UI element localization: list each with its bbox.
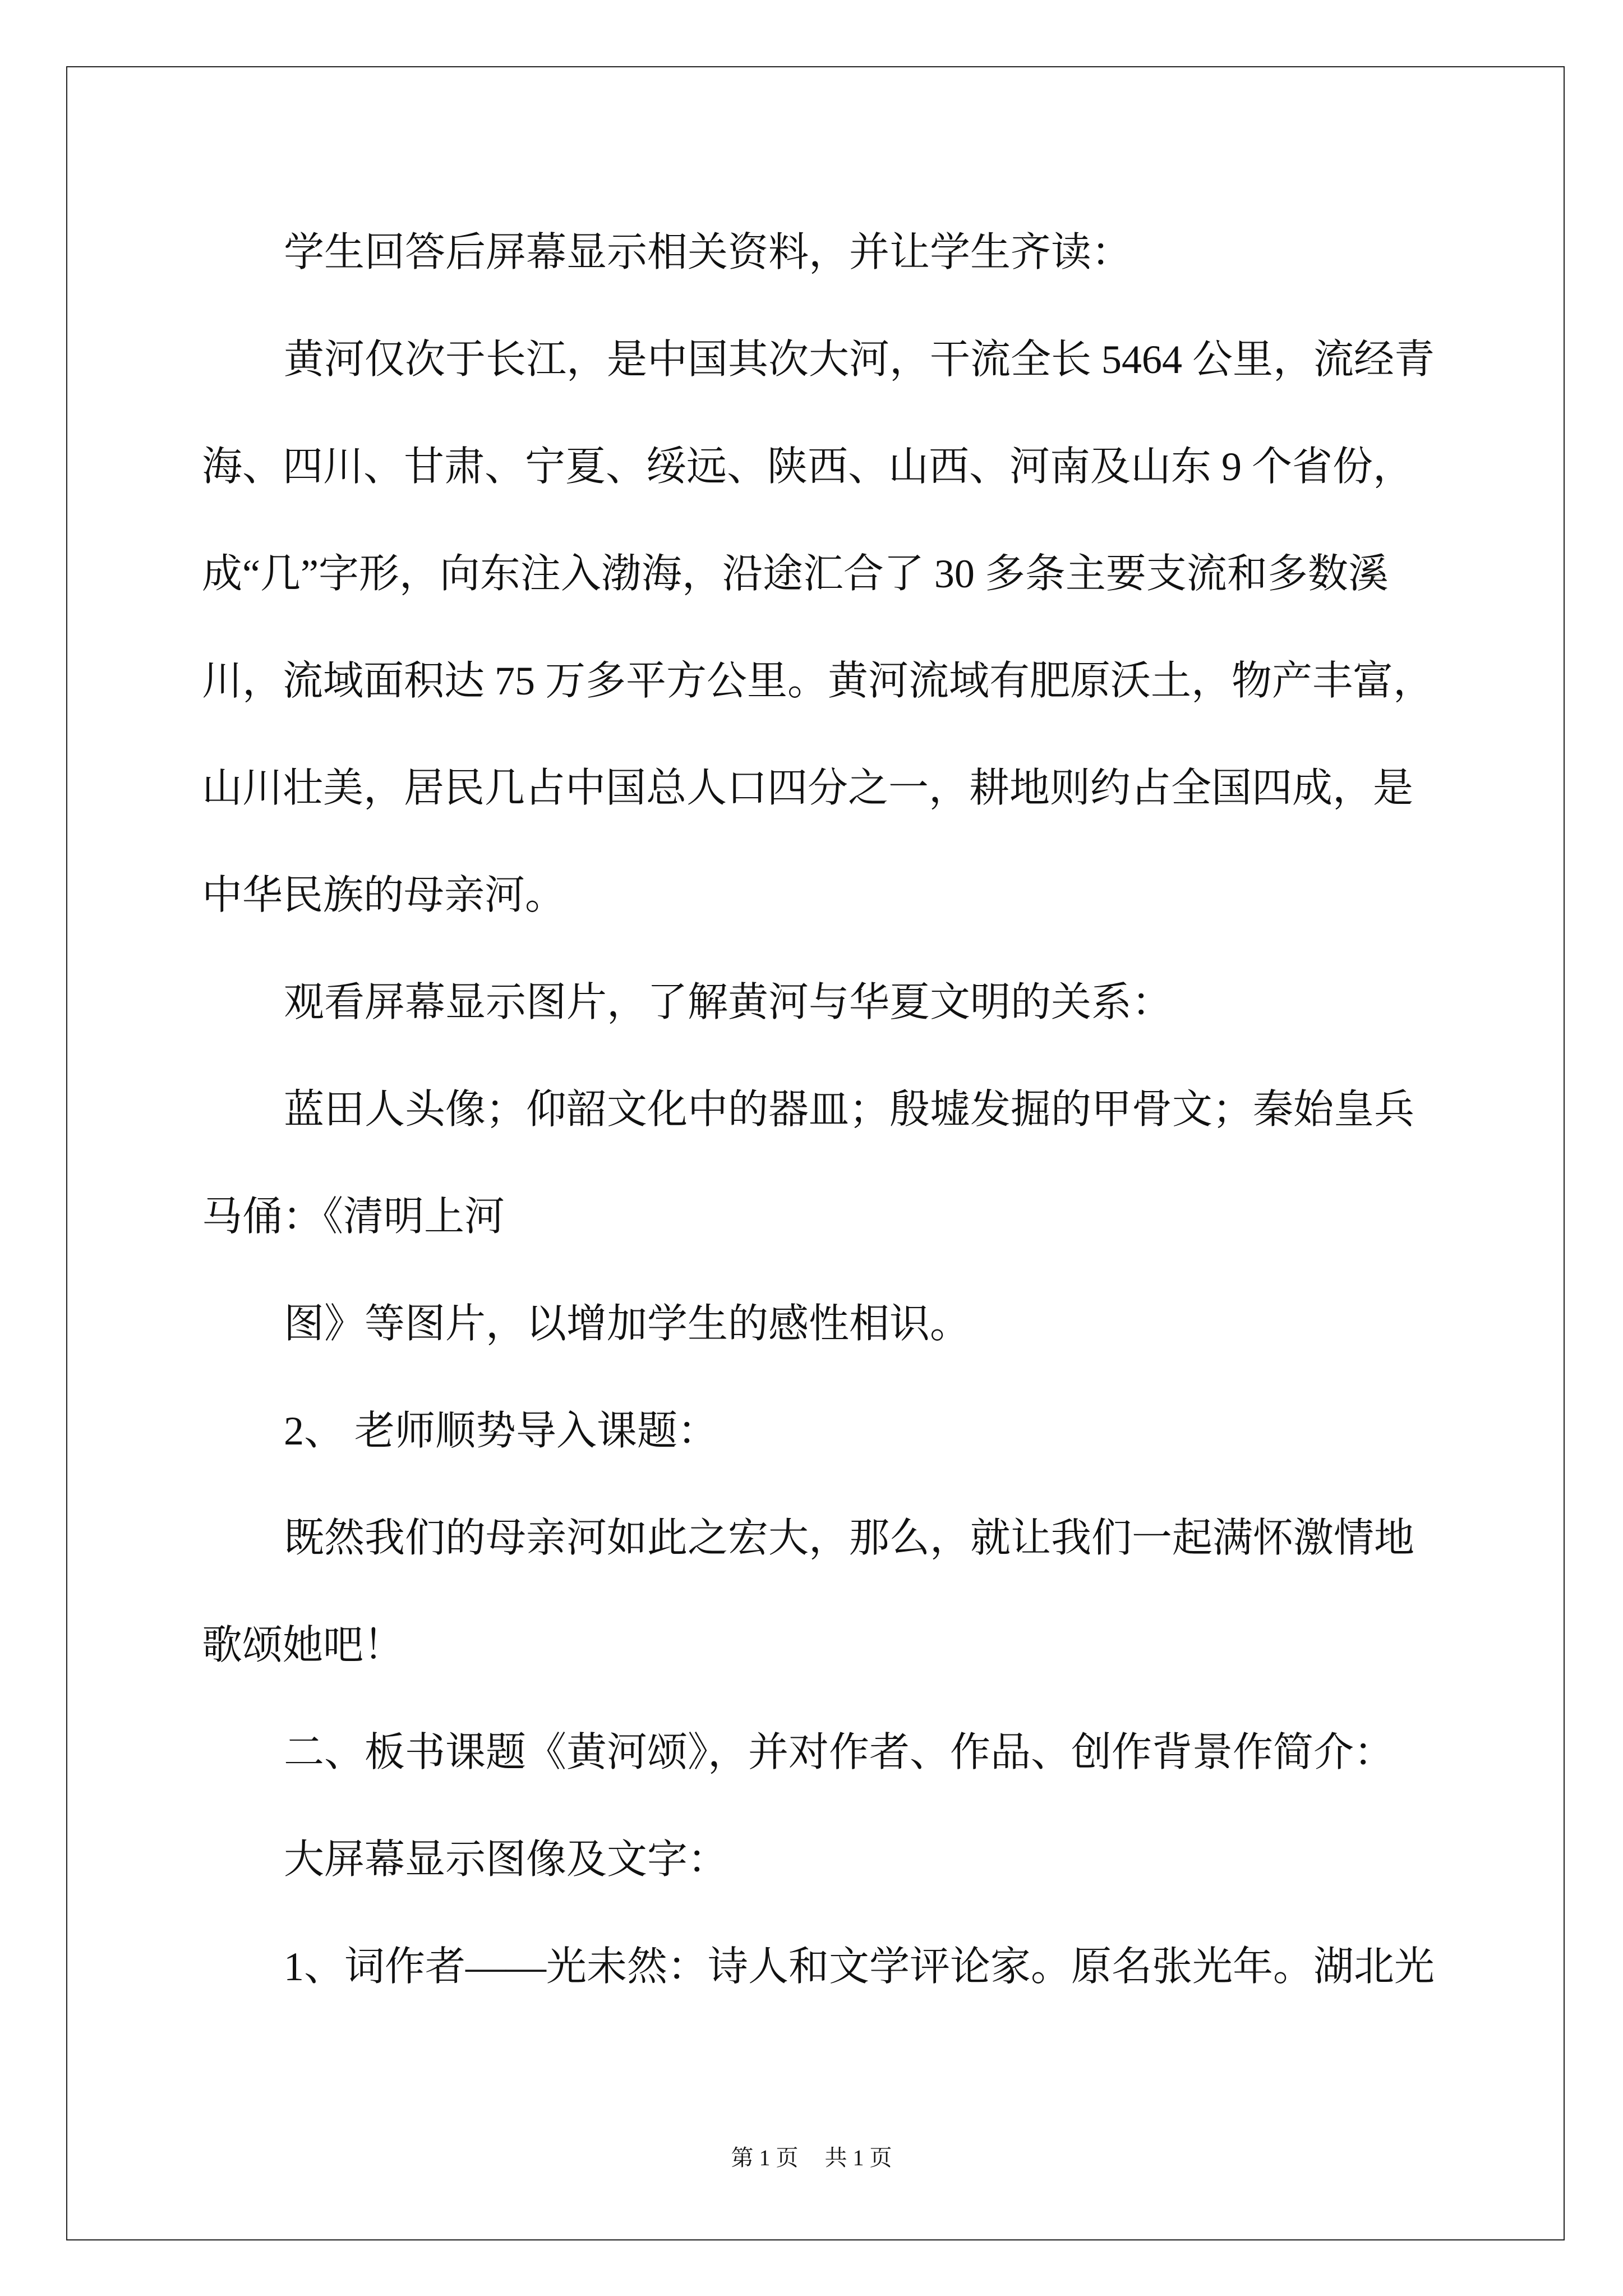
text-line: 海、四川、甘肃、宁夏、绥远、陕西、山西、河南及山东 9 个省份，	[202, 444, 1414, 489]
text-line: 观看屏幕显示图片，了解黄河与华夏文明的关系：	[284, 980, 1173, 1025]
text-line: 成“几”字形，向东注入渤海，沿途汇合了 30 多条主要支流和多数溪	[202, 551, 1389, 596]
paragraph	[202, 1056, 1431, 1271]
document-body	[202, 199, 1435, 2021]
text-line: 2、 老师顺势导入课题：	[284, 1409, 718, 1453]
page-total: 共 1 页	[824, 2145, 892, 2170]
paragraph	[202, 199, 1431, 306]
text-line: 歌颂她吧！	[202, 1623, 404, 1668]
text-line: 1、词作者——光未然：诗人和文学评论家。原名张光年。湖北光	[284, 1944, 1435, 1989]
page-footer	[0, 2141, 1623, 2175]
text-line: 学生回答后屏幕显示相关资料，并让学生齐读：	[284, 230, 1132, 275]
paragraph	[202, 1271, 1431, 1378]
text-line: 马俑：《清明上河	[202, 1194, 505, 1239]
text-line: 黄河仅次于长江，是中国其次大河，干流全长 5464 公里，流经青	[284, 337, 1435, 382]
text-line: 山川壮美，居民几占中国总人口四分之一，耕地则约占全国四成，是	[202, 766, 1414, 811]
page-number: 第 1 页	[731, 2145, 799, 2170]
text-line: 二、板书课题《黄河颂》，并对作者、作品、创作背景作简介：	[284, 1730, 1395, 1775]
paragraph	[202, 306, 1435, 949]
paragraph	[202, 949, 1431, 1056]
text-line: 图》等图片，以增加学生的感性相识。	[284, 1301, 971, 1346]
text-line: 既然我们的母亲河如此之宏大，那么，就让我们一起满怀激情地	[284, 1516, 1415, 1561]
text-line: 大屏幕显示图像及文字：	[284, 1837, 728, 1882]
text-line: 中华民族的母亲河。	[202, 873, 566, 918]
paragraph	[202, 1378, 1431, 1485]
text-line: 蓝田人头像；仰韶文化中的器皿；殷墟发掘的甲骨文；秦始皇兵	[284, 1087, 1415, 1132]
paragraph	[202, 1699, 1431, 1806]
paragraph	[202, 1806, 1431, 1913]
paragraph	[202, 1913, 1435, 2021]
text-line: 川，流域面积达 75 万多平方公里。黄河流域有肥原沃土，物产丰富，	[202, 659, 1434, 703]
paragraph	[202, 1485, 1431, 1699]
